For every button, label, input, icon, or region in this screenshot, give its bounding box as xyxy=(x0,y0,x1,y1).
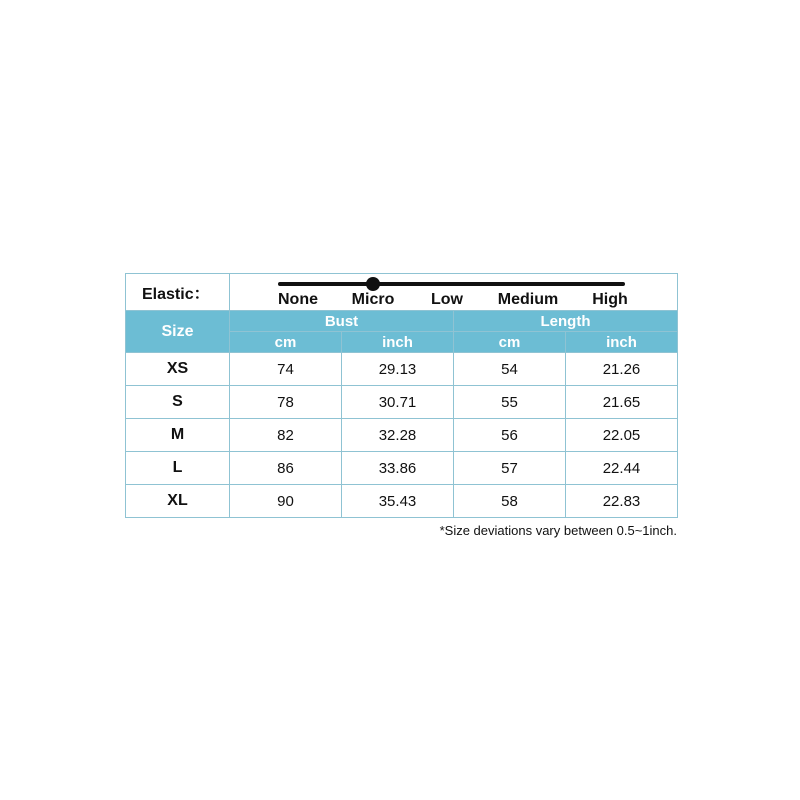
table-row xyxy=(126,386,678,419)
measurement-cell: 21.65 xyxy=(566,386,678,419)
elastic-level-medium: Medium xyxy=(497,291,559,308)
size-chart xyxy=(125,273,677,538)
elastic-scale xyxy=(230,274,677,310)
measurement-cell: 56 xyxy=(454,419,566,452)
elastic-scale-indicator xyxy=(366,277,380,291)
measurement-cell: 33.86 xyxy=(342,452,454,485)
elastic-scale-line xyxy=(278,282,625,286)
measurement-cell: 74 xyxy=(230,353,342,386)
size-cell: S xyxy=(126,386,230,419)
length-group-header: Length xyxy=(454,311,678,332)
size-cell: L xyxy=(126,452,230,485)
measurement-cell: 86 xyxy=(230,452,342,485)
length-cm-header: cm xyxy=(454,332,566,353)
header-row-groups xyxy=(126,311,678,332)
measurement-cell: 32.28 xyxy=(342,419,454,452)
elastic-row xyxy=(126,274,678,311)
measurement-cell: 57 xyxy=(454,452,566,485)
size-cell: XS xyxy=(126,353,230,386)
measurement-cell: 90 xyxy=(230,485,342,518)
table-row xyxy=(126,419,678,452)
size-cell: M xyxy=(126,419,230,452)
measurement-cell: 29.13 xyxy=(342,353,454,386)
elastic-label: Elastic： xyxy=(126,274,230,311)
measurement-cell: 78 xyxy=(230,386,342,419)
elastic-level-none: None xyxy=(278,291,318,308)
measurement-cell: 82 xyxy=(230,419,342,452)
size-table xyxy=(125,273,678,518)
measurement-cell: 22.44 xyxy=(566,452,678,485)
elastic-scale-labels xyxy=(230,291,677,309)
measurement-cell: 54 xyxy=(454,353,566,386)
size-column-header: Size xyxy=(126,311,230,353)
measurement-cell: 35.43 xyxy=(342,485,454,518)
table-row xyxy=(126,485,678,518)
elastic-level-micro: Micro xyxy=(351,291,395,308)
bust-inch-header: inch xyxy=(342,332,454,353)
measurement-cell: 30.71 xyxy=(342,386,454,419)
measurement-cell: 21.26 xyxy=(566,353,678,386)
elastic-level-low: Low xyxy=(431,291,463,308)
elastic-level-high: High xyxy=(592,291,628,308)
table-row xyxy=(126,452,678,485)
bust-group-header: Bust xyxy=(230,311,454,332)
bust-cm-header: cm xyxy=(230,332,342,353)
table-row xyxy=(126,353,678,386)
size-cell: XL xyxy=(126,485,230,518)
elastic-scale-cell xyxy=(230,274,678,311)
size-deviation-note: *Size deviations vary between 0.5~1inch. xyxy=(439,523,677,538)
length-inch-header: inch xyxy=(566,332,678,353)
measurement-cell: 22.83 xyxy=(566,485,678,518)
measurement-cell: 55 xyxy=(454,386,566,419)
measurement-cell: 22.05 xyxy=(566,419,678,452)
measurement-cell: 58 xyxy=(454,485,566,518)
